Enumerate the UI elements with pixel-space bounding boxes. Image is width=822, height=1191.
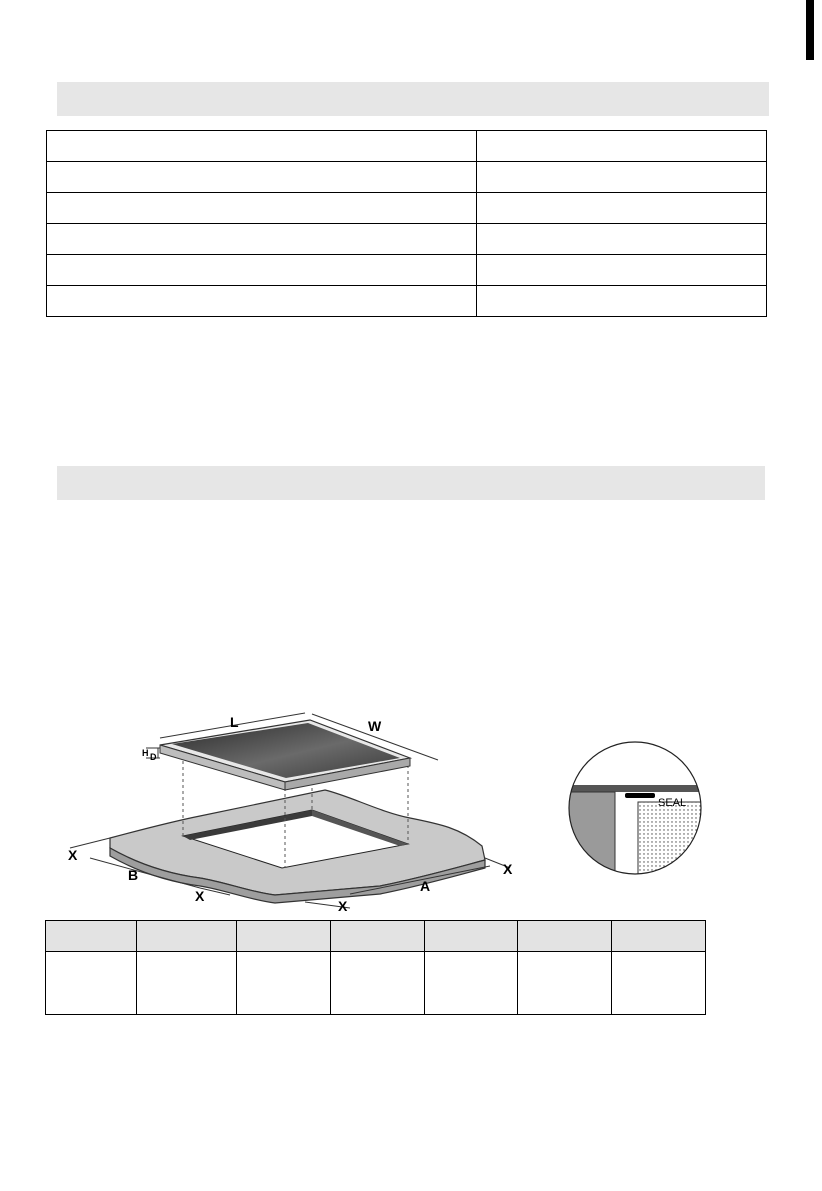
column-header: [612, 921, 706, 952]
column-header: [518, 921, 612, 952]
spec-cell: [47, 286, 477, 317]
table-row: [47, 255, 767, 286]
dimension-value: [612, 952, 706, 1015]
section-heading-band: [57, 82, 769, 116]
seal-detail-diagram: [550, 740, 720, 880]
column-header: [237, 921, 331, 952]
dimension-value: [46, 952, 137, 1015]
dimension-value: [518, 952, 612, 1015]
column-header: [46, 921, 137, 952]
table-header-row: [46, 921, 706, 952]
seal-strip: [625, 793, 655, 798]
page-edge-marker: [806, 0, 814, 60]
table-row: [46, 952, 706, 1015]
spec-cell: [477, 162, 767, 193]
spec-cell: [47, 255, 477, 286]
label-A: A: [420, 878, 431, 894]
dimension-value: [137, 952, 237, 1015]
label-L: L: [230, 714, 239, 730]
label-X: X: [195, 888, 205, 904]
label-X: X: [503, 861, 513, 877]
spec-cell: [477, 193, 767, 224]
dimension-value: [237, 952, 331, 1015]
hob-glass-edge: [550, 785, 710, 792]
spec-cell: [477, 286, 767, 317]
spec-cell: [477, 224, 767, 255]
label-W: W: [368, 718, 382, 734]
section-heading-band: [57, 466, 765, 500]
column-header: [137, 921, 237, 952]
spec-cell: [47, 193, 477, 224]
dimension-value: [425, 952, 518, 1015]
table-row: [47, 162, 767, 193]
hob-body: [550, 792, 615, 872]
table-row: [47, 131, 767, 162]
column-header: [425, 921, 518, 952]
specification-table: [46, 130, 767, 317]
table-row: [47, 224, 767, 255]
label-B: B: [128, 867, 139, 883]
dimensions-table: [45, 920, 706, 1015]
spec-cell: [47, 162, 477, 193]
table-row: [47, 286, 767, 317]
countertop-section: [638, 802, 718, 880]
spec-cell: [477, 131, 767, 162]
label-D: D: [150, 752, 157, 762]
label-X: X: [68, 847, 78, 863]
label-X: X: [338, 898, 348, 914]
spec-cell: [47, 131, 477, 162]
label-H: H: [142, 748, 149, 758]
table-row: [47, 193, 767, 224]
dimension-value: [331, 952, 425, 1015]
installation-diagram: [50, 700, 530, 915]
column-header: [331, 921, 425, 952]
spec-cell: [477, 255, 767, 286]
spec-cell: [47, 224, 477, 255]
seal-label: SEAL: [658, 797, 687, 809]
